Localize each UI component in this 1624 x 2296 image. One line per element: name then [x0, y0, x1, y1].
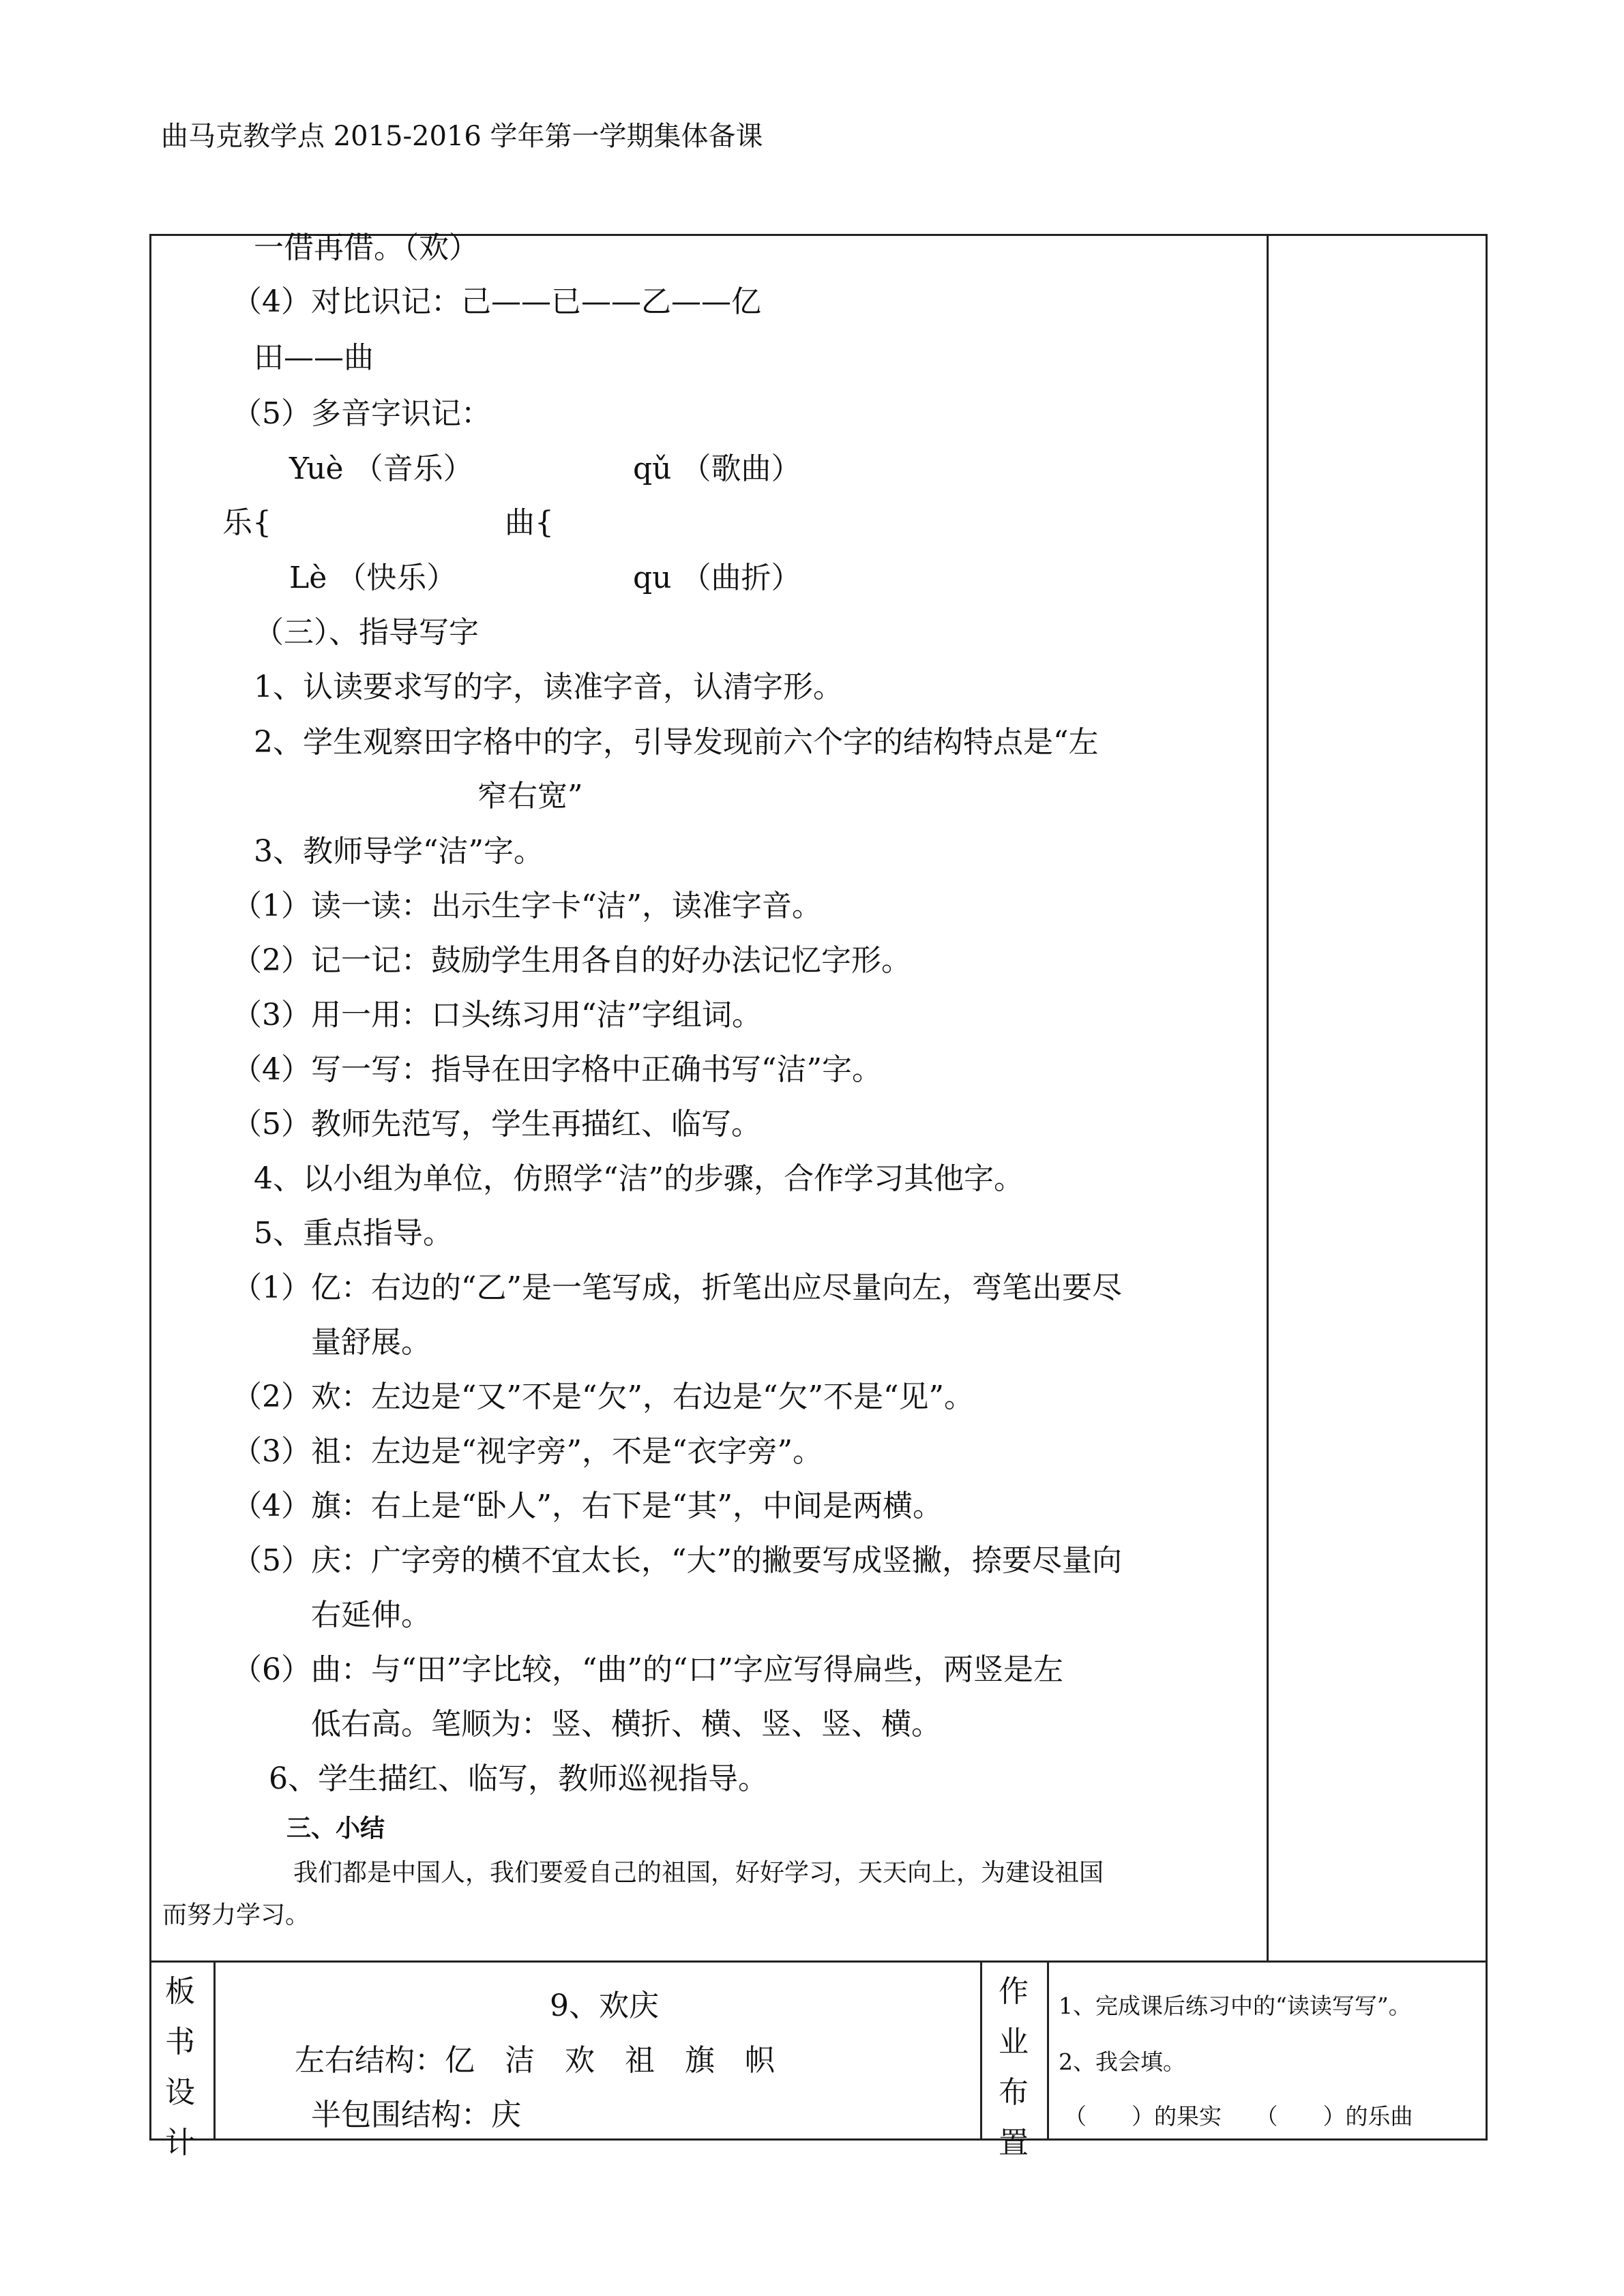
- board-line-structure-enclosure: 半包围结构：庆: [311, 2098, 521, 2132]
- table-left-border: [149, 234, 151, 2141]
- body-line: （4）对比识记：己——已——乙——亿: [232, 284, 761, 319]
- board-label-char: 计: [165, 2126, 195, 2160]
- body-line: （3）祖：左边是“视字旁”，不是“衣字旁”。: [232, 1434, 823, 1469]
- body-line: （1）亿：右边的“乙”是一笔写成，折笔出应尽量向左，弯笔出要尽: [232, 1270, 1122, 1305]
- body-line: 6、学生描红、临写，教师巡视指导。: [269, 1761, 768, 1796]
- body-line: 1、认读要求写的字，读准字音，认清字形。: [254, 670, 843, 704]
- table-right-border: [1486, 234, 1488, 2141]
- board-content-divider: [980, 1960, 982, 2140]
- body-line: 一借再借。（欢）: [254, 230, 479, 265]
- homework-label-char: 业: [999, 2025, 1029, 2059]
- board-title: 9、欢庆: [550, 1988, 659, 2023]
- body-line: qǔ （歌曲）: [633, 451, 801, 486]
- body-line: 我们都是中国人，我们要爱自己的祖国，好好学习，天天向上，为建设祖国: [293, 1859, 1104, 1887]
- body-line: （5）教师先范写，学生再描红、临写。: [232, 1107, 761, 1142]
- body-line: （1）读一读：出示生字卡“洁”，读准字音。: [232, 889, 822, 923]
- board-label-divider: [213, 1960, 216, 2140]
- body-line: 2、学生观察田字格中的字，引导发现前六个字的结构特点是“左: [254, 725, 1099, 760]
- homework-label-char: 置: [999, 2126, 1029, 2160]
- body-line: 乐{: [222, 505, 271, 540]
- notes-column-divider: [1267, 234, 1269, 1963]
- board-line-structure-lr: 左右结构：亿 洁 欢 祖 旗 帜: [295, 2043, 775, 2078]
- board-label-char: 书: [165, 2025, 195, 2059]
- body-line: （4）旗：右上是“卧人”，右下是“其”，中间是两横。: [232, 1489, 943, 1523]
- body-line: （4）写一写：指导在田字格中正确书写“洁”字。: [232, 1052, 882, 1087]
- table-middle-border: [149, 1960, 1488, 1963]
- body-line: （2）记一记：鼓励学生用各自的好办法记忆字形。: [232, 943, 911, 978]
- body-line: （5）多音字识记：: [232, 396, 491, 431]
- body-line: 三、小结: [286, 1814, 385, 1843]
- body-line: 量舒展。: [311, 1325, 431, 1360]
- body-line: 曲{: [505, 505, 554, 540]
- homework-item-1: 1、完成课后练习中的“读读写写”。: [1059, 1993, 1411, 2019]
- page-header: 曲马克教学点 2015-2016 学年第一学期集体备课: [161, 121, 763, 152]
- body-line: Lè （快乐）: [289, 561, 457, 595]
- homework-item-2: 2、我会填。: [1059, 2048, 1185, 2075]
- body-line: 4、以小组为单位，仿照学“洁”的步骤，合作学习其他字。: [254, 1161, 1024, 1196]
- body-line: qu （曲折）: [633, 561, 801, 595]
- body-line: 3、教师导学“洁”字。: [254, 834, 544, 869]
- homework-label-divider: [1047, 1960, 1049, 2140]
- body-line: （3）用一用：口头练习用“洁”字组词。: [232, 998, 762, 1032]
- body-line: 低右高。笔顺为：竖、横折、横、竖、竖、横。: [311, 1707, 941, 1742]
- body-line: 右延伸。: [311, 1598, 431, 1632]
- body-line: Yuè （音乐）: [289, 451, 473, 486]
- body-line: 5、重点指导。: [254, 1216, 453, 1251]
- homework-item-3: （ ）的果实 （ ）的乐曲: [1064, 2103, 1413, 2130]
- board-label-char: 板: [165, 1974, 195, 2009]
- homework-label-char: 作: [999, 1974, 1029, 2009]
- table-bottom-border: [149, 2138, 1488, 2141]
- body-line: （6）曲：与“田”字比较，“曲”的“口”字应写得扁些，两竖是左: [232, 1652, 1063, 1687]
- body-line: （5）庆：广字旁的横不宜太长，“大”的撇要写成竖撇，捺要尽量向: [232, 1543, 1122, 1578]
- body-line: （三）、指导写字: [254, 615, 479, 650]
- homework-label-char: 布: [999, 2075, 1029, 2110]
- body-line: 田——曲: [254, 340, 374, 375]
- board-label-char: 设: [165, 2075, 195, 2110]
- body-line: 窄右宽”: [477, 779, 583, 814]
- board-design-label: [160, 1967, 201, 2168]
- body-line: 而努力学习。: [162, 1901, 310, 1929]
- body-line: （2）欢：左边是“又”不是“欠”，右边是“欠”不是“见”。: [232, 1380, 974, 1414]
- homework-label: [993, 1967, 1034, 2168]
